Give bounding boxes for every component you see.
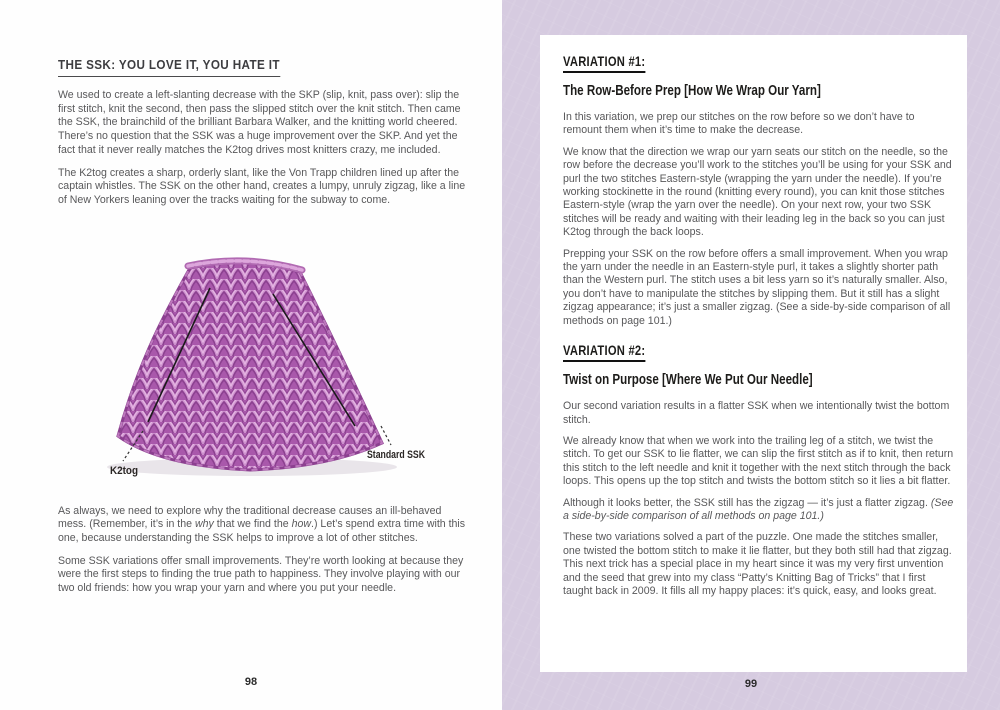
- paragraph: Prepping your SSK on the row before offers a small improvement. When you wrap the yarn under the needle in an Eastern-style purl, it takes a slightly shorter path than the Western purl. The stitch uses a bit less yarn so it’s naturally smaller. Also, you don’t have to manipulate the stitches by slipping them. But it still has a slight zigzag appearance; it’s just a smaller zigzag. (See a side-by-side comparison of all methods on page 101.): [563, 247, 951, 327]
- paragraph: We used to create a left-slanting decrease with the SKP (slip, knit, pass over): slip the first stitch, knit the second, then pass the slipped stitch over the knit stitch. Then came the SSK, the brainchild of the brilliant Barbara Walker, and the knitting world cheered. There’s no question that the SSK was a huge improvement over the SKP. And yet the fact that it never really matches the K2tog drives most knitters crazy, me included.: [58, 89, 461, 156]
- swatch-label-k2tog: K2tog: [110, 464, 138, 477]
- page-title: THE SSK: YOU LOVE IT, YOU HATE IT: [58, 57, 280, 77]
- left-page-content: [58, 56, 471, 605]
- page-number-right: 99: [744, 678, 758, 690]
- right-page: [502, 0, 1000, 710]
- content-panel: [540, 35, 967, 672]
- paragraph: The K2tog creates a sharp, orderly slant, like the Von Trapp children lined up after the captain whistles. The SSK on the other hand, creates a lumpy, unruly zigzag, like a line of New Yorkers leaning over the tracks waiting for the subway to come.: [58, 166, 466, 206]
- paragraph: In this variation, we prep our stitches on the row before so we don’t have to remount them when it’s time to make the decrease.: [563, 111, 915, 137]
- paragraph: These two variations solved a part of the puzzle. One made the stitches smaller, one twisted the bottom stitch to make it lie flatter, but they both still had that zigzag. This next trick has a special place in my heart since it was my very first unvention and the seed that grew into my class “Patty’s Knitting Bag of Tricks” that I first taught back in 2009. It fills all my happy places: it’s quick, easy, and looks great.: [563, 531, 952, 597]
- knit-swatch-illustration: [70, 246, 450, 481]
- knit-swatch-figure: [70, 246, 450, 481]
- variation-1-subtitle: The Row-Before Prep [How We Wrap Our Yarn]: [563, 83, 821, 99]
- paragraph: As always, we need to explore why the traditional decrease causes an ill-behaved mess. (Remember, it’s in the why that we find the how.) Let’s spend extra time with this one, because understanding the SSK helps to improve a lot of other stitches.: [58, 504, 466, 545]
- variation-1-kicker: VARIATION #1:: [563, 53, 645, 73]
- swatch-body: [118, 262, 382, 469]
- paragraph: We know that the direction we wrap our yarn seats our stitch on the needle, so the row before the decrease you’ll work to the stitches you’ll be using for your SSK and purl the two stitches Eastern-style (wrapping the yarn under the needle). If you’re working stockinette in the round (knitting every round), you can knit those stitches Eastern-style (wrap the yarn over the needle). On your next row, your two SSK stitches will be ready and waiting with their leading leg in the back so you can just K2tog through the back loops.: [563, 145, 952, 239]
- page-number-left: 98: [244, 676, 258, 688]
- paragraph: We already know that when we work into the trailing leg of a stitch, we twist the stitch. To get our SSK to lie flatter, we can slip the first stitch as if to knit, then return this stitch to the left needle and knit it together with the next stitch through the back loops. This opens up the top stitch and twists the bottom stitch so it lies a bit flatter.: [563, 434, 954, 488]
- section-variation-2: [563, 342, 954, 598]
- variation-2-kicker: VARIATION #2:: [563, 342, 645, 362]
- right-page-content: [563, 53, 954, 606]
- paragraph: Our second variation results in a flatter SSK when we intentionally twist the bottom stitch.: [563, 400, 950, 426]
- paragraph: Although it looks better, the SSK still has the zigzag — it’s just a flatter zigzag. (See a side-by-side comparison of all methods on page 101.): [563, 496, 954, 522]
- paragraph: Some SSK variations offer small improvements. They’re worth looking at because they were the first steps to finding the true path to happiness. They involve playing with our two old friends: how you wrap your yarn and where you put your needle.: [58, 554, 464, 595]
- section-variation-1: [563, 53, 954, 328]
- swatch-label-standard-ssk: Standard SSK: [367, 448, 426, 461]
- variation-2-subtitle: Twist on Purpose [Where We Put Our Needle]: [563, 372, 813, 389]
